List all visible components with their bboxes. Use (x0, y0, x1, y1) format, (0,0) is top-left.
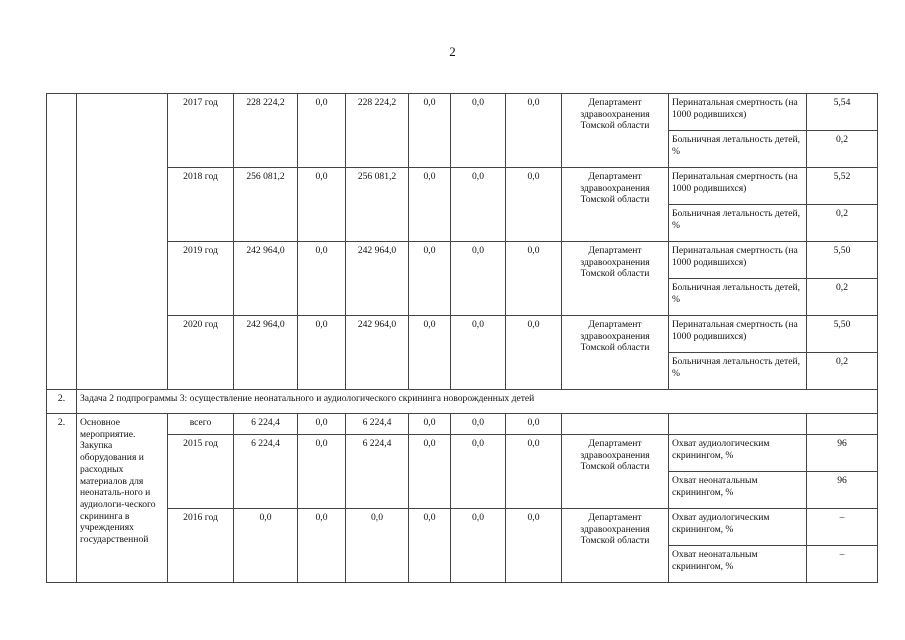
table-row (47, 316, 878, 353)
department-line: здравоохранения (580, 108, 650, 120)
department-line: Томской области (580, 268, 650, 280)
funding-cell: 0,0 (298, 435, 346, 509)
funding-cell: 0,0 (298, 509, 346, 583)
department-cell (562, 435, 669, 509)
indicator-cell: Охват неонатальным скринингом, % (669, 546, 807, 583)
indicator-cell: Больничная летальность детей, % (669, 353, 807, 390)
department-line: Департамент (588, 171, 642, 182)
funding-cell: 256 081,2 (346, 168, 409, 242)
funding-cell: 0,0 (506, 316, 562, 390)
funding-cell: 0,0 (506, 242, 562, 316)
funding-cell: 0,0 (451, 94, 506, 168)
department-line: здравоохранения (580, 182, 650, 194)
department-line: здравоохранения (580, 523, 650, 535)
department-line: Томской области (580, 194, 650, 206)
department-line: здравоохранения (580, 449, 650, 461)
funding-cell: 0,0 (451, 414, 506, 435)
funding-cell: 0,0 (451, 509, 506, 583)
indicator-cell: Больничная летальность детей, % (669, 205, 807, 242)
table-row (47, 242, 878, 279)
table-row (47, 414, 878, 435)
total-cell: 0,0 (234, 509, 298, 583)
funding-cell: 0,0 (409, 414, 451, 435)
activity-name: Основное мероприятие. Закупка оборудования и расходных материалов для неонаталь-ного и аудиологи-ческого скрининга в учреждениях государственной (77, 414, 168, 583)
funding-cell: 228 224,2 (346, 94, 409, 168)
funding-cell: 0,0 (506, 94, 562, 168)
funding-cell: 0,0 (409, 94, 451, 168)
indicator-cell: Перинатальная смертность (на 1000 родившихся) (669, 168, 807, 205)
indicator-value: 96 (807, 435, 878, 472)
department-line: Департамент (588, 245, 642, 256)
department-line: здравоохранения (580, 330, 650, 342)
funding-cell: 0,0 (409, 435, 451, 509)
funding-cell: 0,0 (451, 435, 506, 509)
funding-cell: 0,0 (409, 509, 451, 583)
funding-cell: 0,0 (409, 168, 451, 242)
indicator-cell: Перинатальная смертность (на 1000 родившихся) (669, 316, 807, 353)
indicator-cell: Перинатальная смертность (на 1000 родившихся) (669, 94, 807, 131)
department-line: Департамент (588, 97, 642, 108)
indicator-cell: Перинатальная смертность (на 1000 родившихся) (669, 242, 807, 279)
department-line: Департамент (588, 319, 642, 330)
funding-cell: 242 964,0 (346, 316, 409, 390)
table-row (47, 509, 878, 546)
funding-cell: 0,0 (409, 242, 451, 316)
year-cell: 2015 год (168, 435, 234, 509)
department-line: Департамент (588, 512, 642, 523)
indicator-cell (669, 414, 807, 435)
year-cell: 2016 год (168, 509, 234, 583)
activity-number: 2. (47, 414, 77, 583)
indicator-value: 5,50 (807, 316, 878, 353)
indicator-value: 0,2 (807, 353, 878, 390)
indicator-cell: Больничная летальность детей, % (669, 279, 807, 316)
funding-cell: 0,0 (506, 414, 562, 435)
indicator-value (807, 414, 878, 435)
table-row (47, 94, 878, 131)
program-table (46, 93, 878, 583)
funding-cell: 0,0 (298, 94, 346, 168)
department-line: Томской области (580, 342, 650, 354)
indicator-value: 5,52 (807, 168, 878, 205)
department-line: здравоохранения (580, 256, 650, 268)
funding-cell: 0,0 (298, 414, 346, 435)
number-cell (47, 94, 77, 390)
total-cell: 242 964,0 (234, 316, 298, 390)
year-cell: 2019 год (168, 242, 234, 316)
activity-cell (77, 94, 168, 390)
funding-cell: 0,0 (298, 242, 346, 316)
department-cell (562, 94, 669, 168)
total-cell: 6 224,4 (234, 414, 298, 435)
department-cell (562, 509, 669, 583)
funding-cell: 0,0 (506, 168, 562, 242)
total-cell: 256 081,2 (234, 168, 298, 242)
year-cell: всего (168, 414, 234, 435)
funding-cell: 0,0 (451, 316, 506, 390)
task-text: Задача 2 подпрограммы 3: осуществление неонатального и аудиологического скрининга новорожденных детей (77, 390, 878, 414)
funding-cell: 0,0 (451, 168, 506, 242)
funding-cell: 242 964,0 (346, 242, 409, 316)
page-number: 2 (449, 44, 456, 59)
indicator-value: 5,50 (807, 242, 878, 279)
funding-cell: 0,0 (298, 168, 346, 242)
task-row (47, 390, 878, 414)
indicator-cell: Охват аудиологическим скринингом, % (669, 509, 807, 546)
total-cell: 6 224,4 (234, 435, 298, 509)
department-cell (562, 316, 669, 390)
indicator-cell: Больничная летальность детей, % (669, 131, 807, 168)
indicator-cell: Охват аудиологическим скринингом, % (669, 435, 807, 472)
indicator-value: – (807, 546, 878, 583)
indicator-value: 0,2 (807, 279, 878, 316)
indicator-value: 5,54 (807, 94, 878, 131)
indicator-value: 0,2 (807, 131, 878, 168)
department-line: Томской области (580, 461, 650, 473)
department-cell (562, 242, 669, 316)
funding-cell: 0,0 (451, 242, 506, 316)
task-number: 2. (47, 390, 77, 414)
table-row (47, 168, 878, 205)
year-cell: 2020 год (168, 316, 234, 390)
indicator-cell: Охват неонатальным скринингом, % (669, 472, 807, 509)
funding-cell: 6 224,4 (346, 435, 409, 509)
department-cell (562, 414, 669, 435)
funding-cell: 0,0 (409, 316, 451, 390)
indicator-value: 0,2 (807, 205, 878, 242)
total-cell: 242 964,0 (234, 242, 298, 316)
indicator-value: – (807, 509, 878, 546)
department-line: Томской области (580, 120, 650, 132)
funding-cell: 6 224,4 (346, 414, 409, 435)
department-line: Департамент (588, 438, 642, 449)
funding-cell: 0,0 (506, 509, 562, 583)
funding-cell: 0,0 (346, 509, 409, 583)
table-row (47, 435, 878, 472)
total-cell: 228 224,2 (234, 94, 298, 168)
department-line: Томской области (580, 535, 650, 547)
funding-cell: 0,0 (298, 316, 346, 390)
department-cell (562, 168, 669, 242)
indicator-value: 96 (807, 472, 878, 509)
year-cell: 2017 год (168, 94, 234, 168)
year-cell: 2018 год (168, 168, 234, 242)
funding-cell: 0,0 (506, 435, 562, 509)
